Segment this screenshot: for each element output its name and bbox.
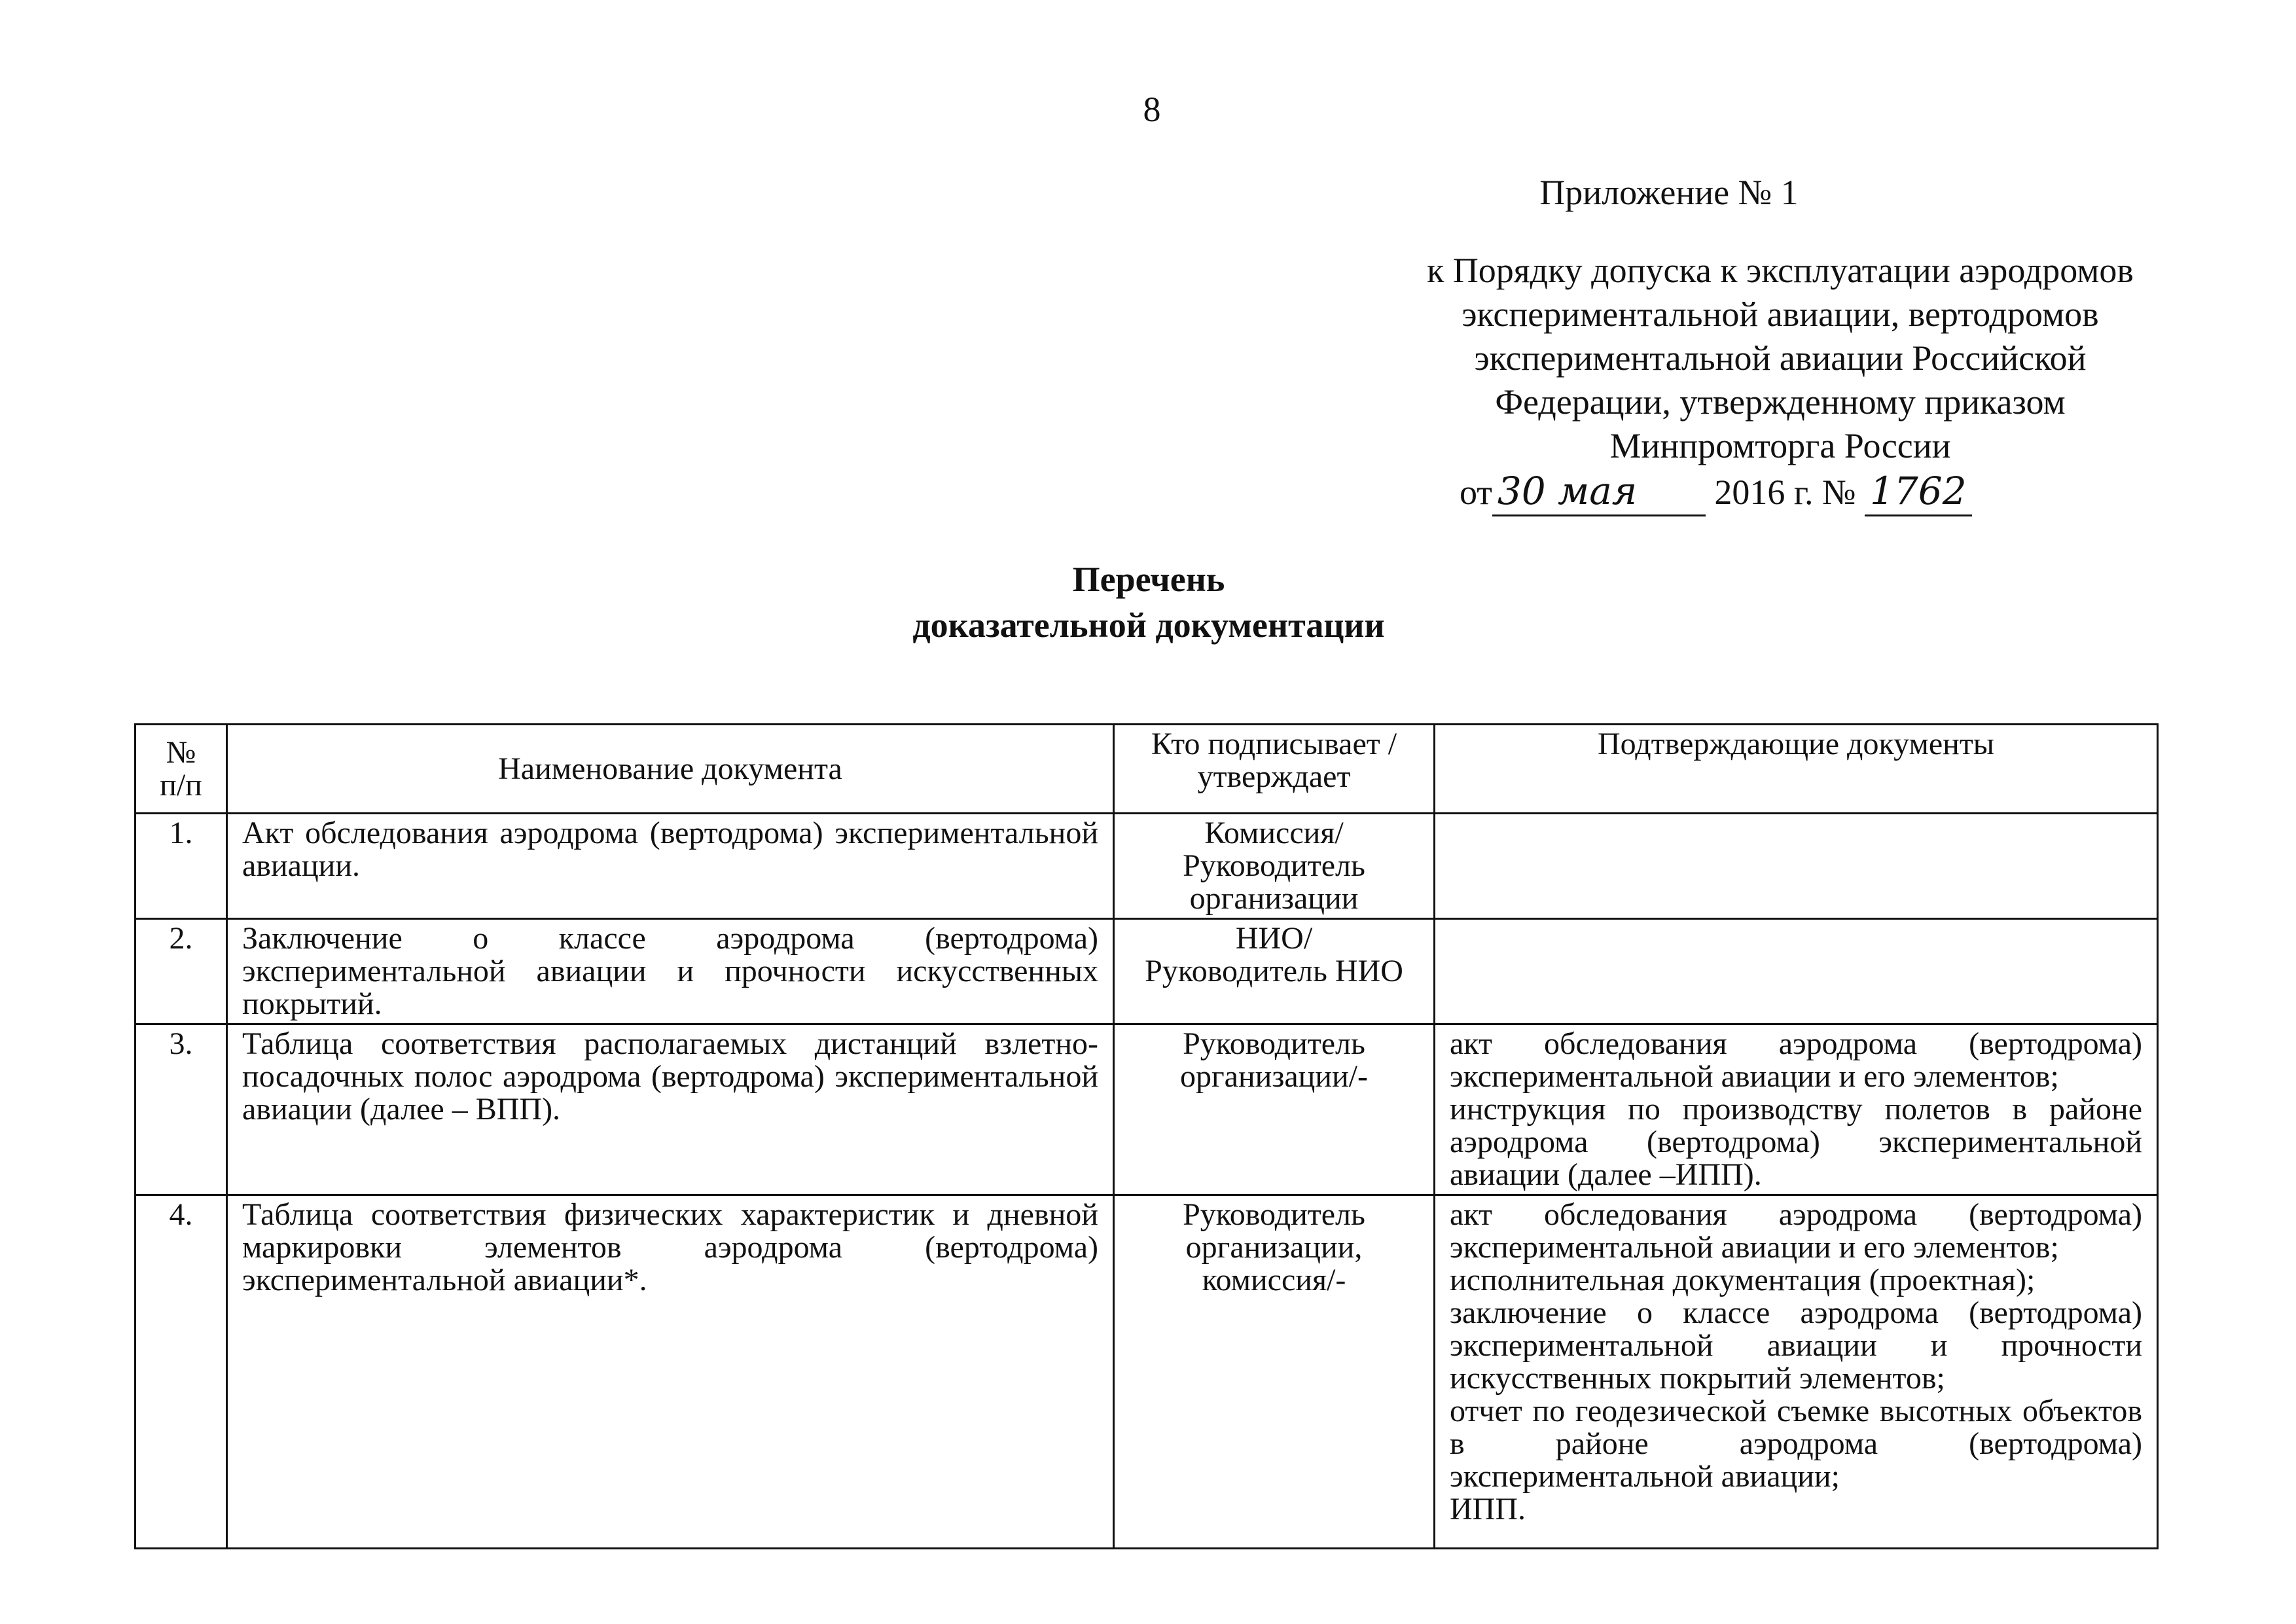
signer-line: Руководитель bbox=[1183, 1197, 1365, 1232]
header-signer bbox=[1114, 725, 1435, 814]
confirming-item: ИПП. bbox=[1450, 1492, 1526, 1526]
row-confirming-documents bbox=[1435, 1024, 2158, 1195]
appendix-reference bbox=[1342, 249, 2219, 468]
table-header-row bbox=[135, 725, 2158, 814]
appendix-title: Приложение № 1 bbox=[1539, 173, 1799, 212]
appendix-line: экспериментальной авиации Российской bbox=[1474, 338, 2087, 378]
handwritten-date: 30 мая bbox=[1492, 469, 1706, 516]
row-signer bbox=[1114, 1195, 1435, 1549]
appendix-line: экспериментальной авиации, вертодромов bbox=[1462, 295, 2099, 334]
confirming-item: акт обследования аэродрома (вертодрома) экспериментальной авиации и его элементов; bbox=[1450, 1026, 2142, 1094]
signer-line: Комиссия/ bbox=[1204, 816, 1344, 850]
signer-line: Руководитель bbox=[1183, 1026, 1365, 1061]
row-document-name: Таблица соответствия физических характеристик и дневной маркировки элементов аэродрома (вертодрома) экспериментальной авиации*. bbox=[227, 1195, 1114, 1549]
date-year: 2016 г. № bbox=[1714, 473, 1856, 512]
header-number-line1: № bbox=[166, 734, 196, 770]
header-signer-line1: Кто подписывает / bbox=[1151, 727, 1397, 761]
header-confirming-documents: Подтверждающие документы bbox=[1435, 725, 2158, 814]
header-number bbox=[135, 725, 227, 814]
row-number: 1. bbox=[135, 814, 227, 919]
table-row bbox=[135, 814, 2158, 919]
document-title-line2: доказательной документации bbox=[912, 605, 1385, 645]
row-confirming-documents bbox=[1435, 814, 2158, 919]
row-number: 3. bbox=[135, 1024, 227, 1195]
confirming-item: исполнительная документация (проектная); bbox=[1450, 1263, 2036, 1297]
handwritten-order-number: 1762 bbox=[1865, 469, 1972, 516]
row-signer bbox=[1114, 814, 1435, 919]
confirming-item: отчет по геодезической съемке высотных объектов в районе аэродрома (вертодрома) экспериментальной авиации; bbox=[1450, 1394, 2142, 1494]
evidence-documents-table bbox=[134, 723, 2159, 1549]
appendix-line: Минпромторга России bbox=[1609, 426, 1951, 465]
signer-line: комиссия/- bbox=[1202, 1263, 1346, 1297]
signer-line: Руководитель НИО bbox=[1145, 954, 1403, 988]
appendix-line: Федерации, утвержденному приказом bbox=[1495, 382, 2066, 422]
page-number: 8 bbox=[1143, 90, 1161, 129]
document-title bbox=[785, 556, 1512, 648]
document-title-line1: Перечень bbox=[1072, 560, 1225, 599]
row-signer bbox=[1114, 1024, 1435, 1195]
table-row bbox=[135, 1024, 2158, 1195]
table-row bbox=[135, 1195, 2158, 1549]
row-confirming-documents bbox=[1435, 1195, 2158, 1549]
signer-line: организации, bbox=[1185, 1230, 1363, 1265]
signer-line: организации bbox=[1189, 881, 1359, 916]
row-confirming-documents bbox=[1435, 919, 2158, 1024]
signer-line: организации/- bbox=[1179, 1059, 1368, 1094]
signer-line: НИО/ bbox=[1235, 921, 1313, 956]
row-document-name: Акт обследования аэродрома (вертодрома) экспериментальной авиации. bbox=[227, 814, 1114, 919]
header-signer-line2: утверждает bbox=[1197, 759, 1351, 794]
signer-line: Руководитель bbox=[1183, 848, 1365, 883]
header-number-line2: п/п bbox=[160, 767, 202, 803]
confirming-item: заключение о классе аэродрома (вертодрома) экспериментальной авиации и прочности искусственных покрытий элементов; bbox=[1450, 1295, 2142, 1396]
row-number: 2. bbox=[135, 919, 227, 1024]
table-row bbox=[135, 919, 2158, 1024]
confirming-item: акт обследования аэродрома (вертодрома) экспериментальной авиации и его элементов; bbox=[1450, 1197, 2142, 1265]
row-signer bbox=[1114, 919, 1435, 1024]
date-prefix: от bbox=[1460, 473, 1492, 512]
row-number: 4. bbox=[135, 1195, 227, 1549]
header-document-name: Наименование документа bbox=[227, 725, 1114, 814]
row-document-name: Таблица соответствия располагаемых дистанций взлетно-посадочных полос аэродрома (вертодрома) экспериментальной авиации (далее – ВПП). bbox=[227, 1024, 1114, 1195]
row-document-name: Заключение о классе аэродрома (вертодрома) экспериментальной авиации и прочности искусственных покрытий. bbox=[227, 919, 1114, 1024]
appendix-line: к Порядку допуска к эксплуатации аэродромов bbox=[1427, 251, 2134, 290]
order-date-line bbox=[1460, 469, 2245, 516]
confirming-item: инструкция по производству полетов в районе аэродрома (вертодрома) экспериментальной авиации (далее –ИПП). bbox=[1450, 1092, 2142, 1192]
